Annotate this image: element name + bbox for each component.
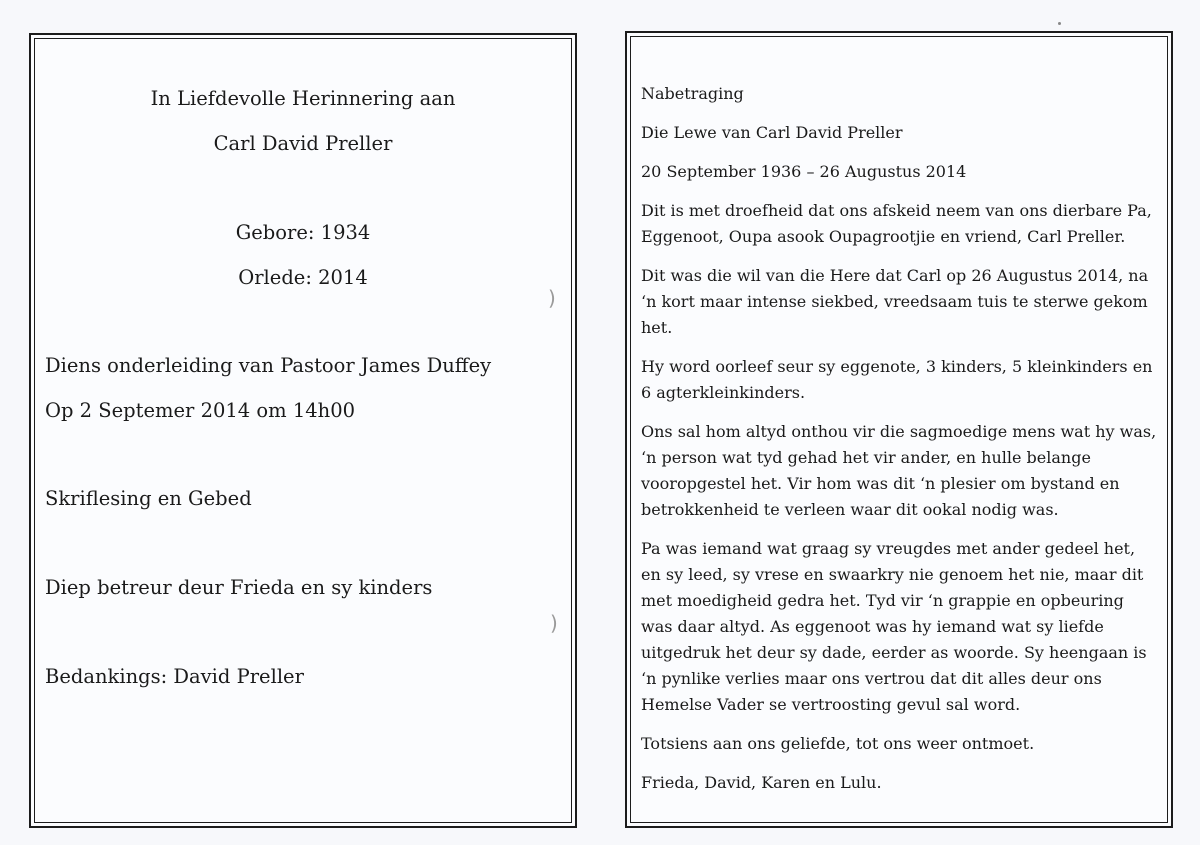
punch-hole-mark: ) bbox=[550, 611, 558, 635]
memorial-heading: In Liefdevolle Herinnering aan bbox=[150, 87, 456, 110]
acknowledgements: Bedankings: David Preller bbox=[45, 665, 304, 688]
birth-year: Gebore: 1934 bbox=[235, 221, 371, 244]
scripture-and-prayer: Skriflesing en Gebed bbox=[45, 487, 252, 510]
farewell: Totsiens aan ons geliefde, tot ons weer ontmoet. bbox=[641, 734, 1035, 753]
mourned-by: Diep betreur deur Frieda en sy kinders bbox=[45, 576, 433, 599]
deceased-name: Carl David Preller bbox=[213, 132, 393, 155]
reflection-title: Nabetraging bbox=[641, 84, 744, 103]
right-panel bbox=[625, 31, 1173, 828]
right-content bbox=[641, 81, 1159, 809]
service-date: Op 2 Septemer 2014 om 14h00 bbox=[45, 399, 356, 422]
paragraph: Ons sal hom altyd onthou vir die sagmoedige mens wat hy was, ‘n person wat tyd gehad het vir ander, en hulle belange vooropgestel het. Vir hom was dit ‘n plesier om bystand en betrokkenheid te verleen waar dit ookal nodig was. bbox=[641, 422, 1157, 519]
death-year: Orlede: 2014 bbox=[238, 266, 368, 289]
service-leader: Diens onderleiding van Pastoor James Duffey bbox=[45, 354, 492, 377]
life-dates: 20 September 1936 – 26 Augustus 2014 bbox=[641, 162, 967, 181]
signoff: Frieda, David, Karen en Lulu. bbox=[641, 773, 882, 792]
scan-speck bbox=[1058, 22, 1061, 25]
life-title: Die Lewe van Carl David Preller bbox=[641, 123, 903, 142]
paragraph: Hy word oorleef seur sy eggenote, 3 kinders, 5 kleinkinders en 6 agterkleinkinders. bbox=[641, 357, 1153, 402]
left-panel bbox=[29, 33, 577, 828]
left-content bbox=[31, 35, 575, 826]
paragraph: Dit was die wil van die Here dat Carl op 26 Augustus 2014, na ‘n kort maar intense siekbed, vreedsaam tuis te sterwe gekom het. bbox=[641, 266, 1149, 337]
punch-hole-mark: ) bbox=[548, 286, 556, 310]
paragraph: Pa was iemand wat graag sy vreugdes met ander gedeel het, en sy leed, sy vrese en swaarkry nie genoem het nie, maar dit met moedigheid gedra het. Tyd vir ‘n grappie en opbeuring was daar altyd. As eggenoot was hy iemand wat sy liefde uitgedruk het deur sy dade, eerder as woorde. Sy heengaan is ‘n pynlike verlies maar ons vertrou dat dit alles deur ons Hemelse Vader se vertroosting gevul sal word. bbox=[641, 539, 1147, 714]
paragraph: Dit is met droefheid dat ons afskeid neem van ons dierbare Pa, Eggenoot, Oupa asook Oupagrootjie en vriend, Carl Preller. bbox=[641, 201, 1152, 246]
